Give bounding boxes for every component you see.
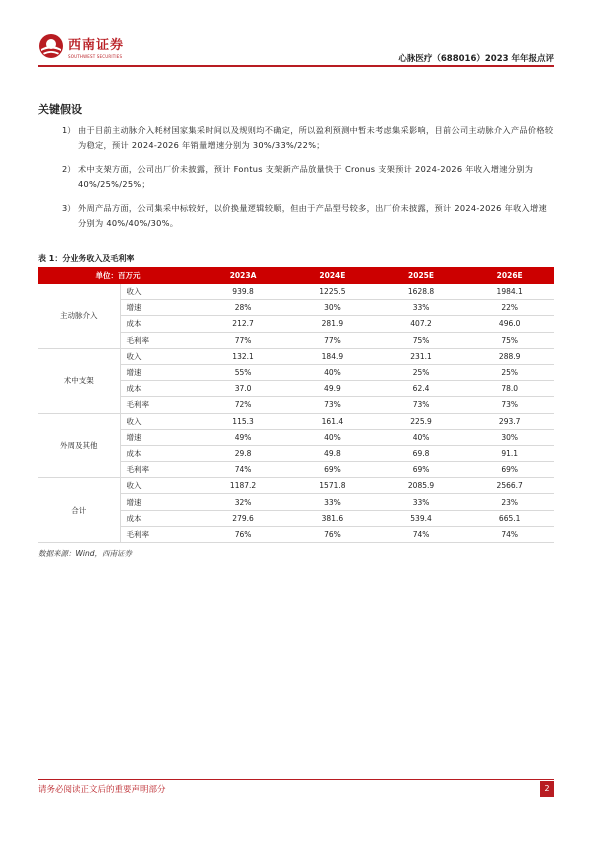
table-cell: 2566.7: [465, 478, 554, 494]
table-cell: 55%: [198, 364, 288, 380]
header-divider: [38, 65, 554, 67]
report-title: 心脉医疗（688016）2023 年年报点评: [398, 54, 554, 64]
metric-label: 成本: [120, 445, 198, 461]
brand-logo: [38, 33, 124, 59]
table-cell: 1628.8: [377, 284, 466, 300]
table-cell: 40%: [288, 429, 377, 445]
table-cell: 75%: [465, 332, 554, 348]
table-cell: 23%: [465, 494, 554, 510]
table-cell: 30%: [465, 429, 554, 445]
table-cell: 30%: [288, 300, 377, 316]
assumption-item: [62, 201, 554, 231]
table-cell: 69.8: [377, 445, 466, 461]
table-header-row: [38, 267, 554, 284]
metric-label: 收入: [120, 478, 198, 494]
table-cell: 225.9: [377, 413, 466, 429]
table-cell: 74%: [198, 462, 288, 478]
data-source: 数据来源：Wind，西南证券: [38, 549, 133, 558]
metric-label: 毛利率: [120, 526, 198, 542]
metric-label: 毛利率: [120, 332, 198, 348]
unit-label: 单位：百万元: [38, 267, 198, 284]
table-cell: 407.2: [377, 316, 466, 332]
table-cell: 279.6: [198, 510, 288, 526]
metric-label: 增速: [120, 300, 198, 316]
table-cell: 73%: [377, 397, 466, 413]
revenue-table: [38, 267, 554, 543]
table-cell: 62.4: [377, 381, 466, 397]
table-cell: 939.8: [198, 284, 288, 300]
table-cell: 69%: [288, 462, 377, 478]
segment-label: 术中支架: [38, 348, 120, 413]
assumption-number: 1）: [62, 125, 76, 135]
assumption-number: 2）: [62, 164, 76, 174]
table-cell: 69%: [465, 462, 554, 478]
logo-name-cn: 西南证券: [68, 37, 125, 53]
table-cell: 212.7: [198, 316, 288, 332]
assumption-list: [62, 123, 554, 240]
table-cell: 78.0: [465, 381, 554, 397]
disclaimer-note: 请务必阅读正文后的重要声明部分: [38, 785, 166, 795]
table-row: [38, 413, 554, 429]
table-cell: 74%: [377, 526, 466, 542]
table-cell: 49.9: [288, 381, 377, 397]
column-header: 2026E: [465, 267, 554, 284]
table-cell: 28%: [198, 300, 288, 316]
metric-label: 毛利率: [120, 462, 198, 478]
table-cell: 665.1: [465, 510, 554, 526]
assumption-item: [62, 162, 554, 192]
table-cell: 75%: [377, 332, 466, 348]
metric-label: 增速: [120, 364, 198, 380]
metric-label: 毛利率: [120, 397, 198, 413]
table-cell: 77%: [198, 332, 288, 348]
metric-label: 收入: [120, 284, 198, 300]
metric-label: 增速: [120, 429, 198, 445]
assumption-number: 3）: [62, 203, 76, 213]
table-cell: 25%: [465, 364, 554, 380]
table-cell: 29.8: [198, 445, 288, 461]
table-cell: 115.3: [198, 413, 288, 429]
page-number: 2: [540, 781, 554, 797]
metric-label: 收入: [120, 413, 198, 429]
table-row: [38, 348, 554, 364]
table-cell: 281.9: [288, 316, 377, 332]
table-cell: 91.1: [465, 445, 554, 461]
table-cell: 40%: [288, 364, 377, 380]
table-cell: 1225.5: [288, 284, 377, 300]
metric-label: 增速: [120, 494, 198, 510]
section-title: 关键假设: [38, 103, 82, 116]
table-row: [38, 478, 554, 494]
table-cell: 73%: [288, 397, 377, 413]
segment-label: 外周及其他: [38, 413, 120, 478]
column-header: 2025E: [377, 267, 466, 284]
metric-label: 收入: [120, 348, 198, 364]
segment-label: 主动脉介入: [38, 284, 120, 348]
column-header: 2024E: [288, 267, 377, 284]
metric-label: 成本: [120, 510, 198, 526]
table-cell: 1187.2: [198, 478, 288, 494]
table-cell: 33%: [377, 494, 466, 510]
table-cell: 49.8: [288, 445, 377, 461]
table-cell: 184.9: [288, 348, 377, 364]
table-cell: 496.0: [465, 316, 554, 332]
table-cell: 161.4: [288, 413, 377, 429]
metric-label: 成本: [120, 381, 198, 397]
metric-label: 成本: [120, 316, 198, 332]
table-cell: 74%: [465, 526, 554, 542]
table-row: [38, 284, 554, 300]
table-cell: 73%: [465, 397, 554, 413]
table-title: 表 1：分业务收入及毛利率: [38, 254, 135, 263]
table-cell: 33%: [377, 300, 466, 316]
table-cell: 77%: [288, 332, 377, 348]
table-cell: 1571.8: [288, 478, 377, 494]
logo-name-en: SOUTHWEST SECURITIES: [68, 53, 123, 59]
table-cell: 132.1: [198, 348, 288, 364]
table-cell: 25%: [377, 364, 466, 380]
table-cell: 33%: [288, 494, 377, 510]
table-cell: 72%: [198, 397, 288, 413]
table-cell: 32%: [198, 494, 288, 510]
table-cell: 76%: [198, 526, 288, 542]
column-header: 2023A: [198, 267, 288, 284]
segment-label: 合计: [38, 478, 120, 543]
table-cell: 1984.1: [465, 284, 554, 300]
table-cell: 288.9: [465, 348, 554, 364]
table-cell: 381.6: [288, 510, 377, 526]
assumption-text: 外周产品方面，公司集采中标较好，以价换量逻辑较顺，但由于产品型号较多，出厂价未披露，预计 2024-2026 年收入增速分别为 40%/40%/30%。: [78, 203, 548, 228]
table-cell: 2085.9: [377, 478, 466, 494]
table-cell: 49%: [198, 429, 288, 445]
table-cell: 37.0: [198, 381, 288, 397]
table-cell: 40%: [377, 429, 466, 445]
table-cell: 539.4: [377, 510, 466, 526]
footer-divider: [38, 779, 554, 780]
table-body: [38, 284, 554, 543]
table-cell: 69%: [377, 462, 466, 478]
logo-icon: [38, 33, 64, 59]
table-cell: 231.1: [377, 348, 466, 364]
table-cell: 293.7: [465, 413, 554, 429]
assumption-text: 术中支架方面，公司出厂价未披露，预计 Fontus 支架新产品放量快于 Cronus 支架预计 2024-2026 年收入增速分别为 40%/25%/25%；: [78, 164, 534, 189]
assumption-item: [62, 123, 554, 153]
assumption-text: 由于目前主动脉介入耗材国家集采时间以及规则均不确定，所以盈利预测中暂未考虑集采影响，目前公司主动脉介入产品价格较为稳定，预计 2024-2026 年销量增速分别为 30%/33%/22%；: [78, 125, 554, 150]
table-cell: 22%: [465, 300, 554, 316]
table-cell: 76%: [288, 526, 377, 542]
